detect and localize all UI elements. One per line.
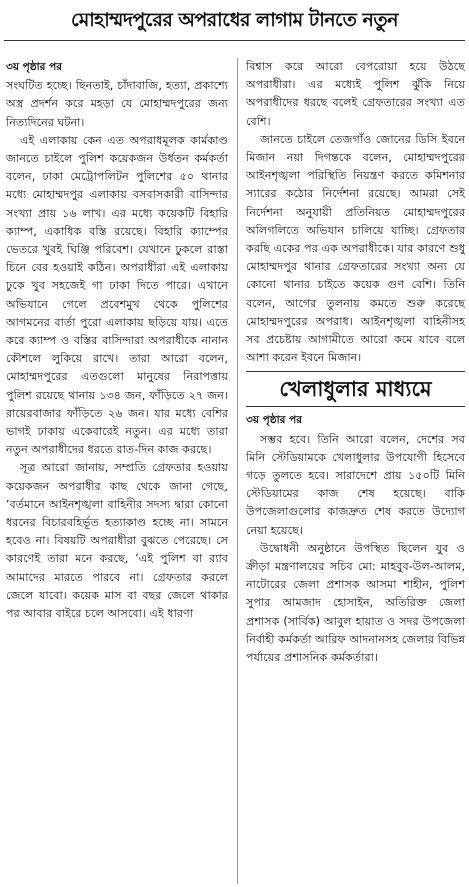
headline-rule — [4, 40, 465, 41]
left-paragraph-3: সূত্র আরো জানায়, সম্প্রতি গ্রেফতার হওয়ায় কয়েকজন অপরাধীর কাছ থেকে জানা গেছে, ‘বর্তমানে আইনশৃঙ্খলা বাহিনীর সদস্য দ্বারা কোনো ধরনের বিচারবহির্ভূত হত্যাকাণ্ড হচ্ছে না। সামনে হবেও না। বিষয়টি অপরাধীরা বুঝতে পেরেছে। সে কারণেই তারা মনে করছে, ‘এই পুলিশ বা র‍্যাব আমাদের মারতে পারবে না। গ্রেফতার করলে জেলে যাবো। কয়েক মাস বা বছর জেলে থাকার পর আবার বাইরে চলে আসবো। এই ধারণা — [6, 461, 228, 621]
sub-headline: খেলাধুলার মাধ্যমে — [246, 371, 465, 407]
right-paragraph-2: জানতে চাইলে তেজগাঁও জোনের ডিসি ইবনে মিজান নয়া দিগন্তকে বলেন, মোহাম্মদপুরের আইনশৃঙ্খলা পরিস্থিতি নিয়ন্ত্রণ করতে কমিশনার স্যারের কঠোর নির্দেশনা রয়েছে। আমরা সেই নির্দেশনা অনুযায়ী প্রতিনিয়ত মোহাম্মদপুরের অলিগলিতে অভিযান চালিয়ে যাচ্ছি। গ্রেফতার করছি একের পর এক অপরাধীকে। যার কারণে শুধু মোহাম্মদপুর থানার গ্রেফতারের সংখ্যা অন্য যে কোনো থানার চাইতে কয়েক গুণ বেশি। তিনি বলেন, আগের তুলনায় কমতে শুরু করেছে মোহাম্মদপুরের অপরাধ। আইনশৃঙ্খলা বাহিনীসহ সব প্রচেষ্টায় আগামীতে আরো কমে যাবে বলে আশা করেন ইবনে মিজান। — [246, 132, 465, 365]
left-paragraph-1: সংঘটিত হচ্ছে। ছিনতাই, চাঁদাবাজি, হত্যা, প্রকাশ্যে অস্ত্র প্রদর্শন করে মহড়া যে মোহাম্মদপুরের জন্য নিত্যদিনের ঘটনা। — [6, 79, 228, 129]
headline: মোহাম্মদপুরের অপরাধের লাগাম টানতে নতুন — [70, 9, 398, 31]
continuation-label — [6, 58, 228, 76]
right-column — [246, 58, 465, 884]
column-divider — [237, 58, 238, 884]
sub-continued-from-label: ৩য় পৃষ্ঠার পর — [246, 414, 303, 427]
left-paragraph-2: এই এলাকায় কেন এত অপরাধমূলক কার্মকাণ্ড জানতে চাইলে পুলিশ কয়েকজন উর্ধতন কর্মকর্তা বলেন, ঢাকা মেট্রোপলিটন পুলিশের ৫০ থানার মধ্যে মোহাম্মদপুর এলাকায় বসবাসকারী বাসিন্দার সংখ্যা প্রায় ১৬ লাখ। এর মধ্যে কয়েকটি বিহারি ক্যাম্প, একাধিক বস্তি রয়েছে। বিহারি ক্যাম্পের ভেতরে খুবই ঘিঞ্জি পরিবেশ। যেখানে ঢুকলে রাস্তা চিনে বের হওয়াই কঠিন। অপরাধীরা এই এলাকায় ঢুকে খুব সহজেই গা ঢাকা দিতে পারে। এখানে অভিযানে গেলে প্রবেশমুখ থেকে পুলিশের আগমনের বার্তা পুরো এলাকায় ছড়িয়ে যায়। এতে করে ক্যাম্প ও বস্তির বাসিন্দারা অপরাধীকে নানান কৌশলে লুকিয়ে রাখে। তারা আরো বলেন, মোহাম্মদপুরের এতগুলো মানুষের নিরাপত্তায় পুলিশ রয়েছে থানায় ১৩৪ জন, ফাঁড়িতে ২৭ জন। রায়েরবাজার ফাঁড়িতে ২৬ জন। যার মধ্যে বেশির ভাগই ঢাকায় একেবারেই নতুন। এর মধ্যে তারা নতুন অপরাধীদের ধরতে রাত-দিন কাজ করছে। — [6, 133, 228, 457]
right-paragraph-1: বিশ্বাস করে আরো বেপরোয়া হয়ে উঠছে অপরাধীরা। এর মধ্যেই পুলিশ ঝুঁকি নিয়ে অপরাধীদের ধরছে বলেই গ্রেফতারের সংখ্যা এত বেশি। — [246, 60, 465, 128]
continued-from-label: ৩য় পৃষ্ঠার পর — [6, 61, 63, 73]
right-paragraph-3: সম্ভব হবে। তিনি আরো বলেন, দেশের সব মিনি স্টেডিয়ামকে খেলাধুলার উপযোগী হিসেবে গড়ে তুলতে হবে। সারাদেশে প্রায় ১৫০টি মিনি স্টেডিয়ামের কাজ শেষ হয়েছে। বাকি উপজেলাগুলোর কাজদ্রুত শেষ করতে উদ্যোগ নেয়া হয়েছে। — [246, 432, 465, 537]
left-column — [6, 58, 228, 884]
right-paragraph-4: উদ্বোধনী অনুষ্ঠানে উপস্থিত ছিলেন যুব ও ক্রীড়া মন্ত্রণালয়ের সচিব মো: মাহবুব-উল-আলম, নাটোরের জেলা প্রশাসক আসমা শাহীন, পুলিশ সুপার আমজাদ হোসাইন, অতিরিক্ত জেলা প্রশাসক (সার্বিক) আবুল হায়াত ও সদর উপজেলা নির্বাহী কর্মকর্তা আরিফ আদনানসহ জেলার বিভিন্ন পর্যায়ের প্রশাসনিক কর্মকর্তারা। — [246, 541, 465, 665]
